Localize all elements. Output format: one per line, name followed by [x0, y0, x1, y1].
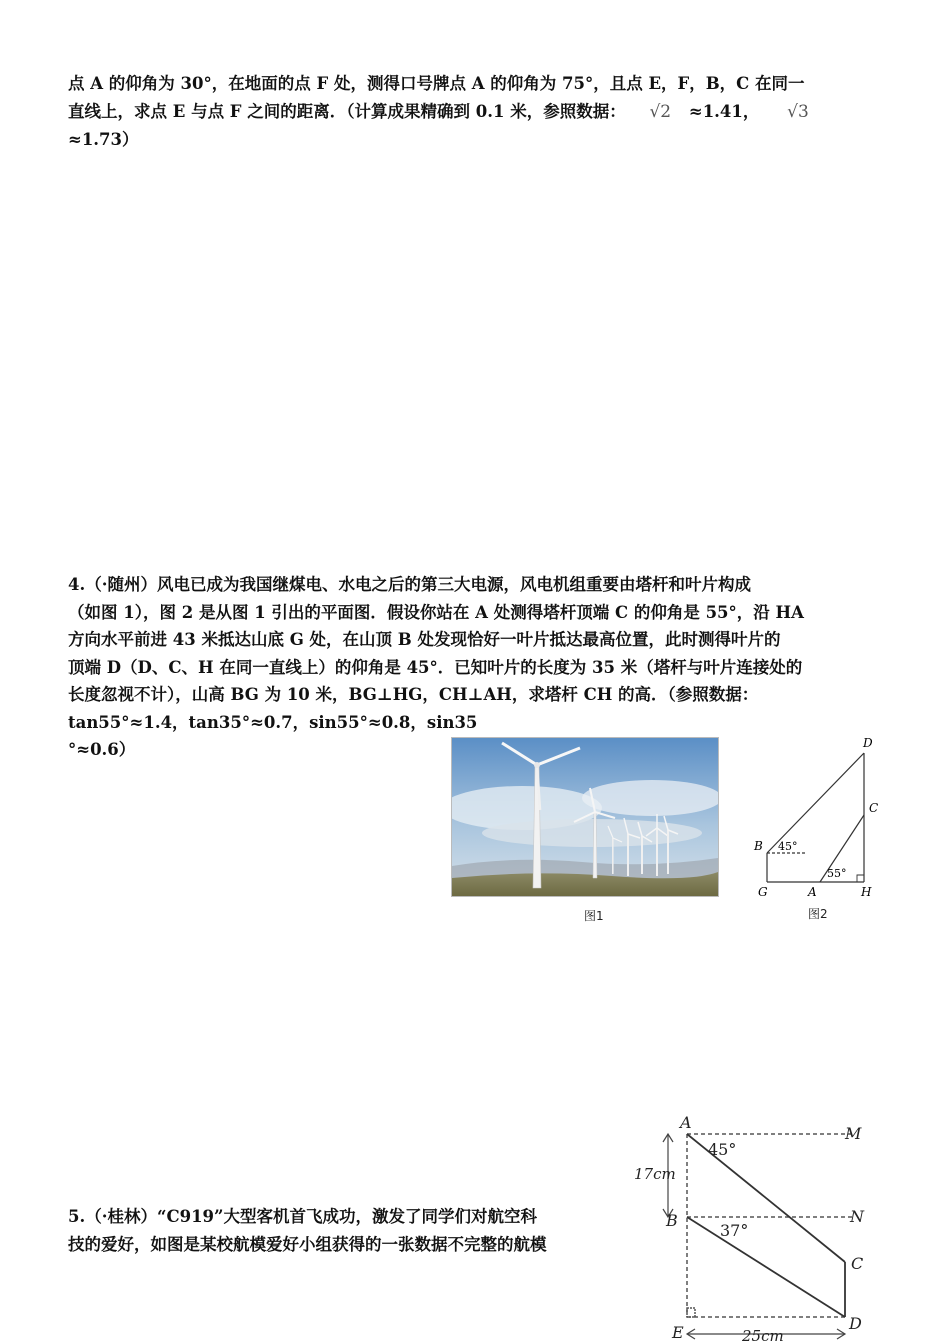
width-label: 25cm	[742, 1327, 784, 1344]
figure2-caption: 图2	[808, 907, 828, 921]
label-n: N	[850, 1207, 864, 1226]
angle-b-label: 45°	[778, 840, 798, 853]
label-g: G	[758, 885, 768, 899]
problem3-line2-text: 直线上，求点 E 与点 F 之间的距离．（计算成果精确到 0.1 米，参照数据：	[68, 101, 626, 121]
angle-45-label: 45°	[708, 1140, 737, 1159]
problem3-line3: ≈1.73）	[68, 130, 139, 149]
angle-37-label: 37°	[720, 1221, 749, 1240]
problem4-line3: 方向水平前进 43 米抵达山底 G 处，在山顶 B 处发现恰好一叶片抵达最高位置，此时测得叶片的	[68, 630, 781, 649]
wind-turbine-illustration	[452, 738, 718, 896]
height-label: 17cm	[634, 1165, 676, 1183]
label-c: C	[851, 1254, 864, 1273]
problem5-line2: 技的爱好，如图是某校航模爱好小组获得的一张数据不完整的航模	[68, 1234, 547, 1254]
label-d: D	[849, 1314, 862, 1333]
problem4-line6: tan55°≈1.4，tan35°≈0.7，sin55°≈0.8，sin35	[68, 712, 478, 732]
label-a: A	[680, 1113, 692, 1132]
angle-a-label: 55°	[827, 867, 847, 880]
label-m: M	[845, 1124, 862, 1143]
label-a: A	[808, 885, 817, 899]
wind-turbine-photo	[451, 737, 719, 897]
line-bd	[687, 1217, 845, 1317]
problem4-line2: （如图 1），图 2 是从图 1 引出的平面图．假设你站在 A 处测得塔杆顶端 C 的仰角是 55°，沿 HA	[68, 602, 804, 622]
right-angle-e	[687, 1308, 695, 1317]
right-angle-h	[857, 875, 864, 882]
problem4-line1: 4.（·随州）风电已成为我国继煤电、水电之后的第三大电源，风电机组重要由塔杆和叶片构成	[68, 575, 751, 594]
problem3-line2	[68, 98, 883, 127]
label-c: C	[869, 801, 879, 815]
problem3-text	[68, 70, 883, 154]
problem4-line4: 顶端 D（D、C、H 在同一直线上）的仰角是 45°．已知叶片的长度为 35 米（塔杆与叶片连接处的	[68, 657, 803, 677]
problem4-line5: 长度忽视不计），山高 BG 为 10 米，BG⊥HG，CH⊥AH，求塔杆 CH 的高．（参照数据：	[68, 685, 759, 704]
sqrt-three: √3	[787, 101, 809, 122]
approx-value-1: ≈1.41，	[688, 101, 760, 121]
label-b: B	[666, 1211, 678, 1230]
problem5-text	[68, 1203, 628, 1258]
problem4-line7: °≈0.6）	[68, 740, 136, 759]
aircraft-model-diagram	[630, 1112, 880, 1344]
label-h: H	[861, 885, 872, 899]
problem3-line1: 点 A 的仰角为 30°，在地面的点 F 处，测得口号牌点 A 的仰角为 75°，且点 E，F，B，C 在同一	[68, 74, 805, 93]
label-d: D	[863, 736, 873, 750]
label-e: E	[672, 1323, 684, 1342]
figure1-caption: 图1	[584, 909, 604, 923]
sqrt-two: √2	[649, 101, 672, 122]
figure2-diagram	[745, 730, 895, 905]
label-b: B	[754, 839, 763, 853]
problem5-line1: 5.（·桂林）“C919”大型客机首飞成功，激发了同学们对航空科	[68, 1207, 538, 1226]
